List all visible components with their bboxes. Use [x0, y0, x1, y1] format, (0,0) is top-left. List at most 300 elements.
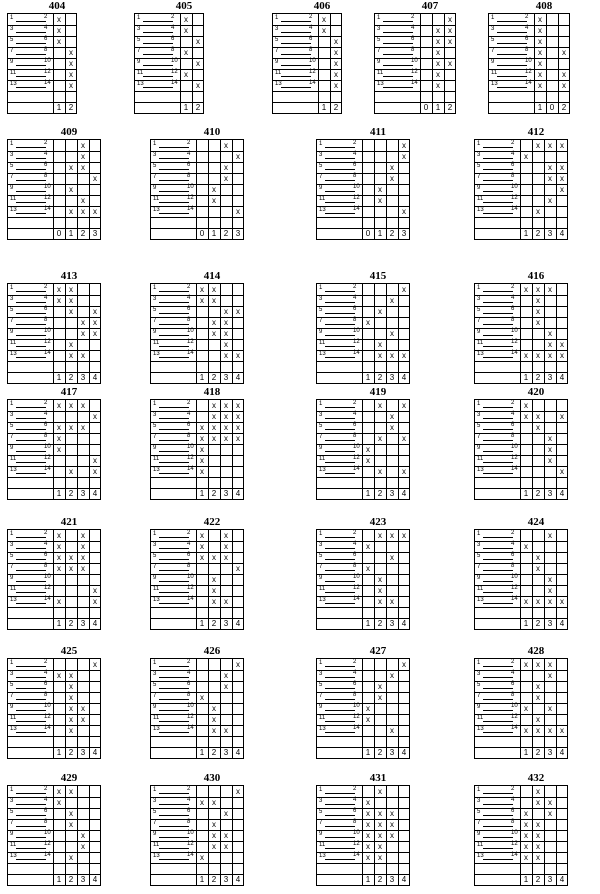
- contact-terminal-b: 4: [353, 411, 357, 417]
- closed-contact-mark: x: [212, 329, 216, 338]
- contact-terminal-a: 11: [153, 586, 160, 592]
- closed-contact-mark: x: [402, 141, 406, 150]
- contact-wire: [159, 859, 189, 860]
- closed-contact-mark: x: [93, 307, 97, 316]
- contact-wire: [483, 721, 513, 722]
- contact-terminal-b: 6: [353, 306, 357, 312]
- contact-grid: [150, 283, 244, 384]
- contact-terminal-a: 5: [10, 809, 14, 815]
- closed-contact-mark: x: [548, 434, 552, 443]
- contact-wire: [383, 65, 413, 66]
- closed-contact-mark: x: [560, 412, 564, 421]
- grid-column-line: [532, 659, 533, 759]
- contact-terminal-a: 1: [153, 531, 157, 537]
- contact-terminal-a: 13: [10, 597, 17, 603]
- grid-row-line: [317, 477, 409, 478]
- contact-wire: [16, 158, 46, 159]
- switch-position-label: 3: [223, 489, 229, 498]
- contact-terminal-a: 1: [10, 787, 14, 793]
- contact-wire: [16, 804, 46, 805]
- grid-row-line: [317, 692, 409, 693]
- closed-contact-mark: x: [81, 207, 85, 216]
- contact-terminal-a: 3: [10, 152, 14, 158]
- grid-row-line: [475, 306, 567, 307]
- grid-column-line: [374, 659, 375, 759]
- contact-terminal-a: 11: [319, 586, 326, 592]
- contact-terminal-a: 1: [153, 285, 157, 291]
- closed-contact-mark: x: [548, 704, 552, 713]
- contact-terminal-b: 6: [525, 36, 529, 42]
- contact-wire: [483, 859, 513, 860]
- closed-contact-mark: x: [224, 531, 228, 540]
- contact-wire: [325, 537, 355, 538]
- switch-position-label: 4: [559, 373, 565, 382]
- grid-row-line: [151, 195, 243, 196]
- contact-terminal-b: 12: [511, 714, 518, 720]
- contact-terminal-a: 5: [477, 682, 481, 688]
- switch-position-label: 2: [377, 489, 383, 498]
- closed-contact-mark: x: [548, 531, 552, 540]
- closed-contact-mark: x: [436, 59, 440, 68]
- contact-terminal-b: 8: [187, 173, 191, 179]
- switch-diagram: [272, 0, 372, 122]
- contact-terminal-a: 7: [153, 174, 157, 180]
- switch-position-label: 2: [377, 373, 383, 382]
- contact-terminal-b: 6: [511, 162, 515, 168]
- grid-row-line: [317, 339, 409, 340]
- contact-terminal-a: 9: [477, 445, 481, 451]
- contact-wire: [159, 732, 189, 733]
- contact-wire: [16, 837, 46, 838]
- closed-contact-mark: x: [378, 351, 382, 360]
- switch-position-label: 1: [199, 489, 205, 498]
- contact-terminal-b: 10: [187, 574, 194, 580]
- contact-terminal-b: 2: [44, 284, 48, 290]
- closed-contact-mark: x: [57, 423, 61, 432]
- contact-terminal-a: 3: [377, 26, 381, 32]
- contact-terminal-a: 5: [10, 553, 14, 559]
- contact-terminal-a: 13: [319, 726, 326, 732]
- contact-terminal-a: 11: [477, 715, 484, 721]
- contact-wire: [483, 313, 513, 314]
- contact-terminal-b: 8: [44, 317, 48, 323]
- closed-contact-mark: x: [378, 853, 382, 862]
- contact-terminal-b: 14: [187, 350, 194, 356]
- contact-wire: [483, 202, 513, 203]
- contact-grid: [7, 13, 77, 114]
- contact-terminal-b: 6: [187, 808, 191, 814]
- switch-position-label: 4: [92, 619, 98, 628]
- contact-terminal-b: 4: [353, 797, 357, 803]
- contact-wire: [16, 147, 46, 148]
- contact-terminal-b: 14: [187, 206, 194, 212]
- contact-terminal-a: 9: [491, 59, 495, 65]
- contact-wire: [16, 21, 46, 22]
- contact-terminal-a: 9: [319, 704, 323, 710]
- switch-position-label: 1: [56, 373, 62, 382]
- switch-position-label: 2: [535, 229, 541, 238]
- contact-terminal-a: 11: [153, 196, 160, 202]
- closed-contact-mark: x: [200, 693, 204, 702]
- contact-terminal-a: 5: [477, 423, 481, 429]
- diagram-number: 423: [369, 516, 387, 528]
- contact-wire: [325, 407, 355, 408]
- closed-contact-mark: x: [81, 351, 85, 360]
- contact-terminal-b: 12: [353, 455, 360, 461]
- contact-wire: [159, 559, 189, 560]
- contact-terminal-b: 12: [187, 455, 194, 461]
- switch-position-label: 1: [523, 489, 529, 498]
- switch-diagram: [474, 126, 598, 248]
- switch-position-label: 4: [92, 875, 98, 884]
- contact-terminal-b: 10: [187, 830, 194, 836]
- grid-row-line: [475, 184, 567, 185]
- contact-terminal-a: 9: [153, 329, 157, 335]
- contact-wire: [483, 570, 513, 571]
- contact-wire: [325, 826, 355, 827]
- contact-terminal-b: 12: [511, 585, 518, 591]
- grid-row-line: [317, 217, 409, 218]
- closed-contact-mark: x: [536, 307, 540, 316]
- closed-contact-mark: x: [536, 715, 540, 724]
- contact-terminal-b: 6: [44, 552, 48, 558]
- contact-terminal-b: 6: [44, 36, 48, 42]
- contact-wire: [383, 54, 413, 55]
- contact-wire: [483, 666, 513, 667]
- grid-row-line: [317, 607, 409, 608]
- contact-terminal-a: 3: [319, 296, 323, 302]
- contact-wire: [483, 357, 513, 358]
- grid-row-line: [475, 217, 567, 218]
- contact-terminal-a: 11: [319, 196, 326, 202]
- switch-position-label: 0: [199, 229, 205, 238]
- contact-wire: [281, 21, 311, 22]
- contact-terminal-a: 13: [153, 853, 160, 859]
- closed-contact-mark: x: [81, 163, 85, 172]
- contact-terminal-a: 13: [477, 597, 484, 603]
- closed-contact-mark: x: [524, 597, 528, 606]
- contact-terminal-a: 11: [10, 715, 17, 721]
- closed-contact-mark: x: [334, 48, 338, 57]
- contact-terminal-a: 11: [477, 842, 484, 848]
- contact-terminal-a: 1: [491, 15, 495, 21]
- contact-terminal-a: 5: [137, 37, 141, 43]
- contact-terminal-b: 12: [309, 69, 316, 75]
- contact-terminal-b: 6: [511, 306, 515, 312]
- closed-contact-mark: x: [390, 597, 394, 606]
- diagram-number: 427: [369, 645, 387, 657]
- contact-terminal-a: 13: [153, 207, 160, 213]
- contact-terminal-a: 3: [275, 26, 279, 32]
- contact-terminal-b: 12: [44, 841, 51, 847]
- contact-terminal-b: 4: [187, 797, 191, 803]
- contact-terminal-b: 14: [44, 466, 51, 472]
- contact-terminal-a: 1: [153, 787, 157, 793]
- contact-terminal-a: 3: [319, 671, 323, 677]
- contact-terminal-b: 10: [353, 830, 360, 836]
- closed-contact-mark: x: [212, 726, 216, 735]
- switch-position-label: 3: [223, 748, 229, 757]
- closed-contact-mark: x: [224, 174, 228, 183]
- switch-position-label: 2: [68, 619, 74, 628]
- switch-position-label: 1: [523, 373, 529, 382]
- contact-terminal-b: 10: [187, 444, 194, 450]
- switch-position-label: 3: [389, 373, 395, 382]
- contact-terminal-b: 12: [525, 69, 532, 75]
- switch-position-label: 1: [56, 875, 62, 884]
- contact-terminal-b: 6: [511, 681, 515, 687]
- grid-row-line: [151, 863, 243, 864]
- contact-terminal-b: 4: [44, 151, 48, 157]
- grid-row-line: [317, 184, 409, 185]
- contact-terminal-b: 14: [353, 852, 360, 858]
- switch-position-label: 0: [549, 103, 555, 112]
- switch-position-label: 1: [523, 229, 529, 238]
- contact-terminal-a: 11: [10, 456, 17, 462]
- diagram-number: 415: [369, 270, 387, 282]
- contact-terminal-b: 8: [187, 819, 191, 825]
- closed-contact-mark: x: [69, 787, 73, 796]
- contact-terminal-b: 6: [309, 36, 313, 42]
- contact-terminal-a: 5: [10, 307, 14, 313]
- contact-terminal-a: 9: [477, 575, 481, 581]
- closed-contact-mark: x: [536, 207, 540, 216]
- contact-wire: [16, 666, 46, 667]
- grid-row-line: [8, 411, 100, 412]
- switch-position-label: 1: [523, 748, 529, 757]
- closed-contact-mark: x: [224, 831, 228, 840]
- grid-row-line: [475, 317, 567, 318]
- contact-terminal-b: 10: [511, 184, 518, 190]
- switch-position-label: 3: [92, 229, 98, 238]
- contact-terminal-a: 1: [319, 660, 323, 666]
- switch-position-label: 0: [56, 229, 62, 238]
- contact-terminal-a: 7: [491, 48, 495, 54]
- contact-wire: [325, 324, 355, 325]
- closed-contact-mark: x: [69, 340, 73, 349]
- contact-terminal-a: 5: [477, 553, 481, 559]
- contact-terminal-b: 4: [525, 25, 529, 31]
- contact-terminal-a: 3: [491, 26, 495, 32]
- grid-row-line: [8, 184, 100, 185]
- contact-terminal-b: 10: [44, 830, 51, 836]
- grid-row-line: [8, 819, 100, 820]
- contact-wire: [325, 559, 355, 560]
- grid-row-line: [475, 607, 567, 608]
- contact-terminal-a: 9: [319, 831, 323, 837]
- switch-position-label: 2: [68, 103, 74, 112]
- closed-contact-mark: x: [236, 152, 240, 161]
- contact-wire: [325, 313, 355, 314]
- grid-row-line: [475, 692, 567, 693]
- contact-wire: [159, 418, 189, 419]
- contact-terminal-b: 14: [511, 852, 518, 858]
- grid-row-line: [135, 47, 203, 48]
- switch-position-label: 3: [80, 748, 86, 757]
- switch-diagram: [7, 516, 131, 638]
- closed-contact-mark: x: [366, 798, 370, 807]
- switch-position-label: 1: [199, 619, 205, 628]
- contact-terminal-b: 14: [353, 466, 360, 472]
- contact-terminal-b: 6: [511, 422, 515, 428]
- contact-terminal-b: 2: [511, 786, 515, 792]
- contact-terminal-a: 3: [137, 26, 141, 32]
- diagram-number: 431: [369, 772, 387, 784]
- contact-terminal-b: 12: [511, 339, 518, 345]
- contact-wire: [483, 710, 513, 711]
- contact-wire: [16, 848, 46, 849]
- contact-terminal-b: 6: [187, 422, 191, 428]
- contact-terminal-a: 7: [275, 48, 279, 54]
- grid-row-line: [475, 714, 567, 715]
- closed-contact-mark: x: [69, 81, 73, 90]
- contact-terminal-b: 4: [44, 411, 48, 417]
- contact-wire: [159, 202, 189, 203]
- closed-contact-mark: x: [560, 467, 564, 476]
- contact-terminal-b: 10: [353, 444, 360, 450]
- contact-terminal-a: 5: [10, 37, 14, 43]
- contact-wire: [483, 451, 513, 452]
- closed-contact-mark: x: [378, 575, 382, 584]
- grid-column-line: [532, 140, 533, 240]
- contact-wire: [159, 581, 189, 582]
- grid-column-line: [65, 530, 66, 630]
- contact-terminal-a: 3: [319, 152, 323, 158]
- contact-wire: [16, 688, 46, 689]
- grid-column-line: [532, 530, 533, 630]
- closed-contact-mark: x: [548, 174, 552, 183]
- contact-terminal-a: 1: [319, 285, 323, 291]
- grid-column-line: [220, 140, 221, 240]
- closed-contact-mark: x: [69, 59, 73, 68]
- contact-terminal-b: 4: [187, 670, 191, 676]
- closed-contact-mark: x: [200, 853, 204, 862]
- contact-terminal-a: 13: [10, 351, 17, 357]
- closed-contact-mark: x: [69, 553, 73, 562]
- contact-terminal-b: 4: [44, 541, 48, 547]
- contact-terminal-a: 7: [153, 434, 157, 440]
- contact-terminal-a: 7: [10, 174, 14, 180]
- contact-terminal-b: 10: [511, 830, 518, 836]
- grid-column-line: [546, 14, 547, 114]
- contact-terminal-a: 9: [153, 704, 157, 710]
- contact-terminal-a: 1: [10, 15, 14, 21]
- switch-position-label: 4: [92, 489, 98, 498]
- switch-position-label: 2: [447, 103, 453, 112]
- contact-terminal-b: 14: [511, 206, 518, 212]
- switch-position-label: 2: [68, 875, 74, 884]
- contact-terminal-b: 14: [353, 350, 360, 356]
- switch-position-label: 2: [80, 229, 86, 238]
- switch-diagram: [7, 772, 131, 894]
- grid-row-line: [151, 151, 243, 152]
- switch-diagram: [316, 126, 440, 248]
- closed-contact-mark: x: [524, 152, 528, 161]
- contact-terminal-b: 8: [187, 692, 191, 698]
- grid-column-line: [89, 140, 90, 240]
- closed-contact-mark: x: [69, 296, 73, 305]
- contact-terminal-a: 13: [491, 81, 498, 87]
- switch-position-label: 2: [377, 619, 383, 628]
- closed-contact-mark: x: [366, 456, 370, 465]
- closed-contact-mark: x: [524, 542, 528, 551]
- closed-contact-mark: x: [560, 726, 564, 735]
- contact-terminal-b: 2: [187, 140, 191, 146]
- switch-position-label: 4: [92, 748, 98, 757]
- contact-terminal-b: 8: [353, 433, 357, 439]
- contact-wire: [159, 302, 189, 303]
- switch-position-label: 4: [401, 373, 407, 382]
- contact-terminal-b: 12: [511, 841, 518, 847]
- contact-terminal-b: 10: [353, 703, 360, 709]
- contact-wire: [325, 462, 355, 463]
- closed-contact-mark: x: [366, 809, 370, 818]
- switch-position-label: 3: [80, 619, 86, 628]
- switch-position-label: 2: [68, 489, 74, 498]
- switch-diagram: [474, 645, 598, 767]
- contact-wire: [16, 202, 46, 203]
- contact-terminal-b: 14: [309, 80, 316, 86]
- switch-position-label: 1: [365, 748, 371, 757]
- switch-position-label: 2: [333, 103, 339, 112]
- contact-terminal-a: 3: [477, 798, 481, 804]
- switch-position-label: 4: [559, 489, 565, 498]
- switch-position-label: 3: [547, 748, 553, 757]
- contact-wire: [483, 677, 513, 678]
- contact-grid: [7, 139, 101, 240]
- contact-terminal-b: 6: [353, 808, 357, 814]
- closed-contact-mark: x: [236, 434, 240, 443]
- contact-terminal-b: 6: [353, 681, 357, 687]
- contact-terminal-b: 14: [171, 80, 178, 86]
- grid-row-line: [8, 306, 100, 307]
- grid-row-line: [475, 206, 567, 207]
- grid-column-line: [362, 284, 363, 384]
- contact-wire: [483, 548, 513, 549]
- contact-wire: [16, 721, 46, 722]
- contact-wire: [159, 180, 189, 181]
- contact-terminal-b: 14: [187, 596, 194, 602]
- closed-contact-mark: x: [378, 586, 382, 595]
- contact-terminal-b: 8: [171, 47, 175, 53]
- contact-terminal-a: 5: [319, 682, 323, 688]
- contact-terminal-b: 2: [411, 14, 415, 20]
- contact-terminal-b: 12: [353, 195, 360, 201]
- contact-terminal-b: 14: [353, 725, 360, 731]
- closed-contact-mark: x: [57, 26, 61, 35]
- closed-contact-mark: x: [69, 820, 73, 829]
- switch-diagram: [488, 0, 600, 122]
- contact-wire: [281, 87, 311, 88]
- contact-grid: [474, 529, 568, 630]
- closed-contact-mark: x: [562, 81, 566, 90]
- grid-column-line: [89, 786, 90, 886]
- closed-contact-mark: x: [548, 726, 552, 735]
- contact-terminal-a: 11: [137, 70, 144, 76]
- contact-wire: [483, 335, 513, 336]
- closed-contact-mark: x: [524, 820, 528, 829]
- closed-contact-mark: x: [538, 59, 542, 68]
- contact-terminal-b: 6: [44, 422, 48, 428]
- contact-terminal-a: 11: [477, 586, 484, 592]
- switch-position-label: 4: [235, 619, 241, 628]
- switch-position-label: 2: [211, 875, 217, 884]
- switch-position-label: 2: [68, 373, 74, 382]
- closed-contact-mark: x: [57, 564, 61, 573]
- contact-terminal-a: 7: [477, 564, 481, 570]
- contact-terminal-b: 4: [353, 541, 357, 547]
- switch-diagram: [7, 270, 131, 392]
